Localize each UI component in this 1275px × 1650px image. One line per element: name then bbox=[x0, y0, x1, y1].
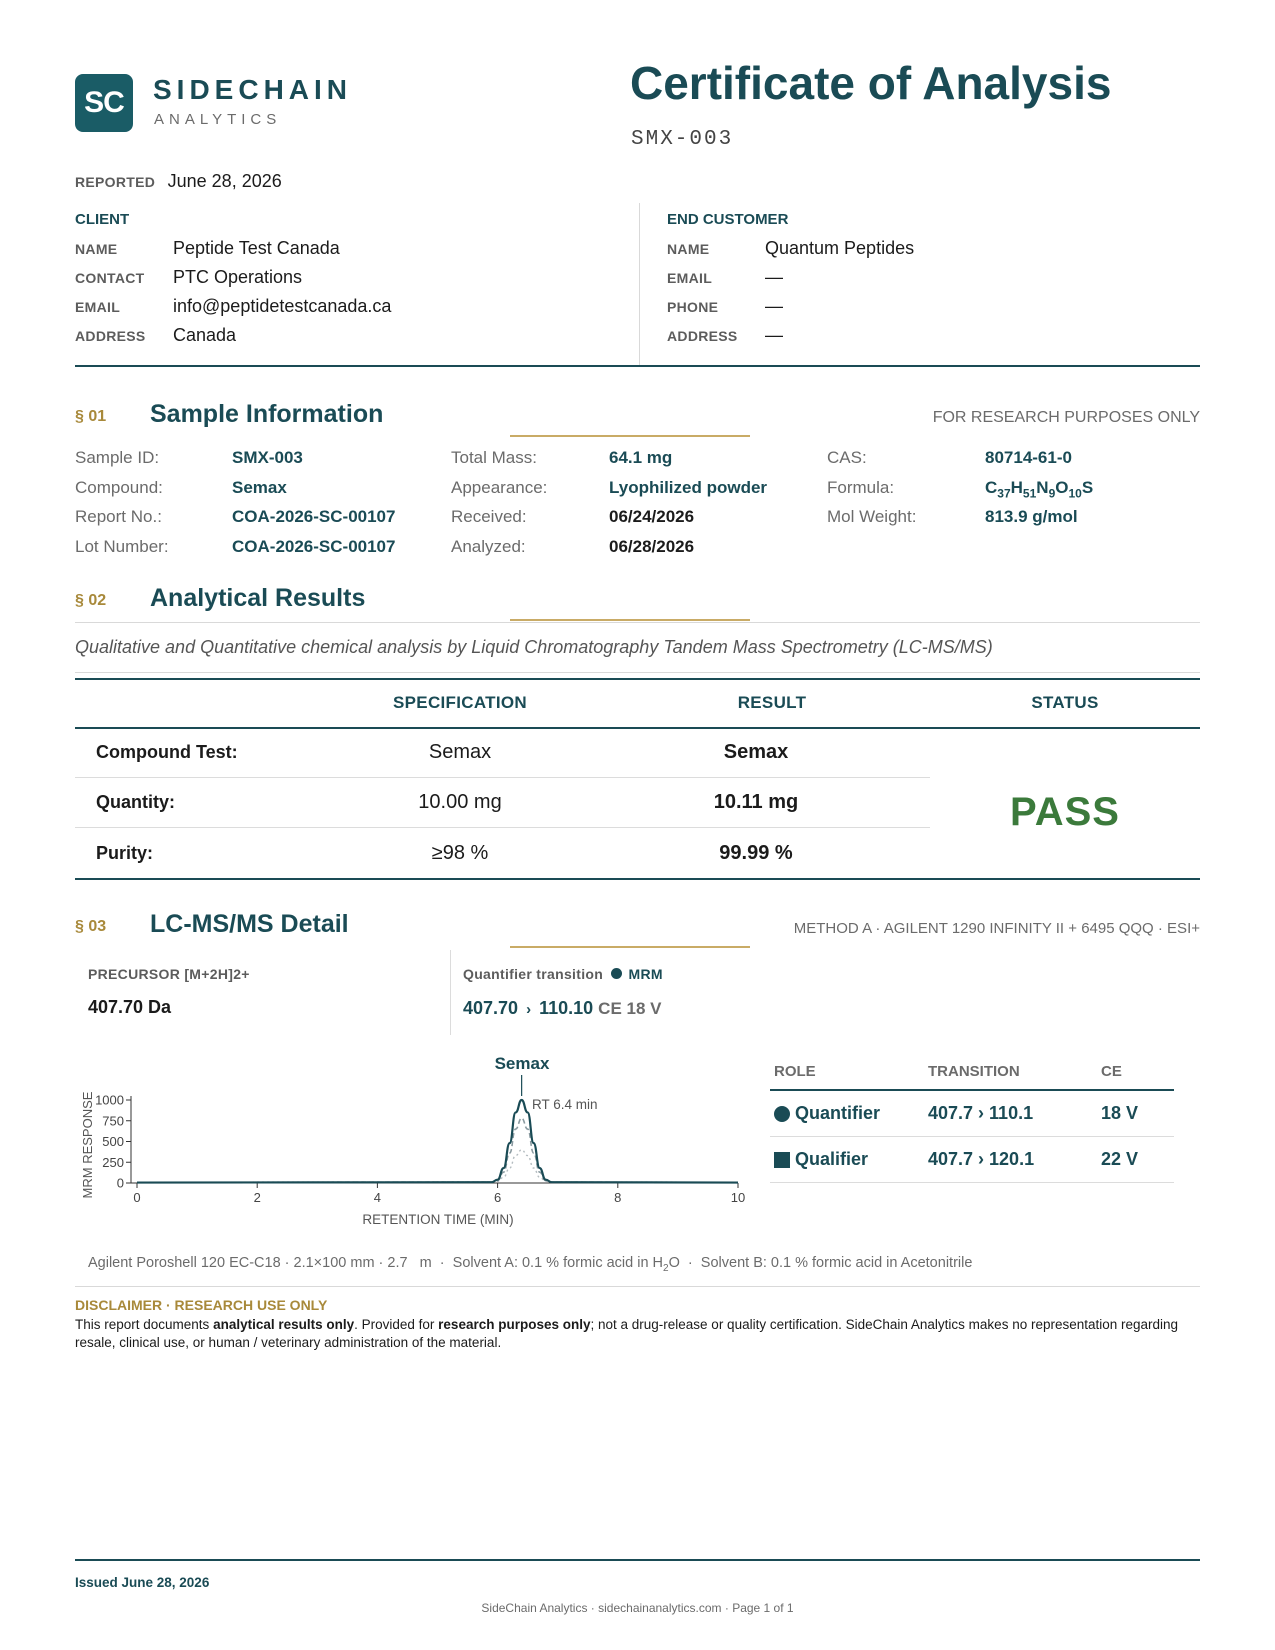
sample-row bbox=[75, 537, 435, 567]
end-customer-row bbox=[667, 267, 1197, 296]
client-value: Peptide Test Canada bbox=[173, 238, 340, 258]
sample-label: Appearance: bbox=[451, 477, 548, 497]
section-title: Sample Information bbox=[150, 400, 384, 428]
disclaimer-b1: analytical results only bbox=[213, 1317, 355, 1332]
method-note: METHOD A · AGILENT 1290 INFINITY II + 6495 QQQ · ESI+ bbox=[793, 920, 1200, 937]
sample-col-3 bbox=[827, 448, 1207, 537]
document-code: SMX-003 bbox=[631, 128, 734, 151]
quantifier-label-row bbox=[463, 966, 663, 982]
footer-rule bbox=[75, 1559, 1200, 1561]
sample-row bbox=[75, 478, 435, 508]
end-customer-row bbox=[667, 325, 1197, 354]
end-customer-value: — bbox=[765, 296, 783, 316]
client-label: CONTACT bbox=[75, 270, 145, 286]
section-number: § 02 bbox=[75, 592, 107, 609]
sample-row bbox=[451, 507, 811, 537]
row-result: 10.11 mg bbox=[713, 791, 799, 813]
sample-label: Lot Number: bbox=[75, 536, 169, 556]
sample-value: 813.9 g/mol bbox=[985, 507, 1078, 526]
end-customer-block bbox=[667, 238, 1197, 354]
sample-value: COA-2026-SC-00107 bbox=[232, 536, 396, 556]
reported-label: REPORTED bbox=[75, 174, 156, 190]
series-line-qualifier bbox=[137, 1118, 738, 1182]
sample-value: 64.1 mg bbox=[609, 448, 673, 467]
transition-cell: 407.7 › 110.1 bbox=[928, 1103, 1034, 1123]
header-result: RESULT bbox=[737, 693, 807, 712]
formula-count: 9 bbox=[1048, 485, 1056, 500]
transition-from: 407.70 bbox=[463, 998, 519, 1018]
precursor-divider bbox=[450, 950, 451, 1035]
sample-row bbox=[75, 507, 435, 537]
sample-label: Report No.: bbox=[75, 507, 162, 526]
section-title: LC-MS/MS Detail bbox=[150, 910, 349, 938]
footer-line: SideChain Analytics · sidechainanalytics.com · Page 1 of 1 bbox=[481, 1601, 794, 1615]
logo-letters: SC bbox=[84, 86, 124, 119]
sample-label: Total Mass: bbox=[451, 448, 537, 467]
series-line-trace bbox=[137, 1150, 738, 1182]
x-tick-label: 0 bbox=[133, 1190, 141, 1205]
table-row bbox=[75, 828, 930, 878]
sample-col-2 bbox=[451, 448, 811, 566]
sample-row bbox=[451, 478, 811, 508]
chart-title: Semax bbox=[494, 1054, 550, 1073]
precursor-value: 407.70 Da bbox=[88, 997, 172, 1017]
disclaimer-b2: research purposes only bbox=[438, 1317, 591, 1332]
sample-label: Formula: bbox=[827, 477, 895, 497]
end-customer-label: PHONE bbox=[667, 299, 719, 315]
sample-label: Analyzed: bbox=[451, 536, 526, 556]
analysis-description: Qualitative and Quantitative chemical analysis by Liquid Chromatography Tandem Mass Spectrometry (LC-MS/MS) bbox=[75, 637, 993, 657]
role-cell bbox=[770, 1149, 928, 1170]
client-label: ADDRESS bbox=[75, 328, 146, 344]
client-label: EMAIL bbox=[75, 299, 121, 315]
section-number: § 03 bbox=[75, 918, 107, 935]
row-label: Quantity: bbox=[96, 792, 175, 812]
row-label: Purity: bbox=[96, 842, 154, 863]
reported-date: June 28, 2026 bbox=[167, 171, 282, 191]
reported-row bbox=[75, 171, 282, 192]
sample-row bbox=[827, 478, 1207, 508]
role-cell bbox=[770, 1103, 928, 1124]
y-tick-label: 750 bbox=[102, 1113, 124, 1129]
sample-row bbox=[827, 507, 1207, 537]
y-tick-label: 250 bbox=[102, 1154, 124, 1170]
formula-value bbox=[985, 478, 1093, 500]
series-line-quantifier bbox=[137, 1100, 738, 1183]
transitions-header bbox=[770, 1053, 1174, 1091]
results-table bbox=[75, 728, 930, 878]
end-customer-label: EMAIL bbox=[667, 270, 713, 286]
table-bottom-rule bbox=[75, 878, 1200, 880]
brand-name: SIDECHAIN bbox=[153, 74, 353, 105]
disclaimer-t2: . Provided for bbox=[354, 1317, 439, 1332]
row-spec: Semax bbox=[428, 741, 492, 763]
disclaimer-text bbox=[75, 1316, 1205, 1352]
research-note: FOR RESEARCH PURPOSES ONLY bbox=[932, 409, 1200, 426]
header-transition: TRANSITION bbox=[928, 1062, 1020, 1080]
sample-value: Lyophilized powder bbox=[609, 477, 768, 497]
y-tick-label: 1000 bbox=[95, 1092, 124, 1108]
disclaimer-t3: ; not a drug-release or quality certification. SideChain Analytics makes no representation regarding resale, clinical use, or human / veterinary administration of the material. bbox=[75, 1317, 1179, 1350]
circle-icon bbox=[611, 968, 622, 979]
section-accent bbox=[510, 435, 750, 437]
table-row bbox=[770, 1137, 1174, 1183]
end-customer-row bbox=[667, 238, 1197, 267]
chart-xlabel: RETENTION TIME (MIN) bbox=[362, 1212, 514, 1227]
end-customer-label: NAME bbox=[667, 241, 710, 257]
x-tick-label: 2 bbox=[253, 1190, 261, 1205]
client-value: PTC Operations bbox=[173, 267, 303, 287]
row-spec: 10.00 mg bbox=[418, 791, 502, 813]
disclaimer-t1: This report documents bbox=[75, 1317, 214, 1332]
quantifier-label: Quantifier transition bbox=[463, 966, 604, 982]
client-block bbox=[75, 238, 615, 354]
x-tick-label: 8 bbox=[614, 1190, 622, 1205]
section-rule bbox=[75, 622, 1200, 623]
sample-row bbox=[451, 537, 811, 567]
sample-label: CAS: bbox=[827, 448, 867, 467]
x-tick-label: 4 bbox=[373, 1190, 382, 1205]
sample-value: 80714-61-0 bbox=[985, 448, 1072, 467]
header-status: STATUS bbox=[1031, 693, 1099, 712]
sample-value: SMX-003 bbox=[232, 448, 303, 467]
chromatogram-chart bbox=[70, 1045, 750, 1235]
formula-element: C bbox=[985, 477, 998, 497]
sample-col-1 bbox=[75, 448, 435, 566]
formula-element: S bbox=[1081, 477, 1094, 497]
quantifier-transition bbox=[463, 998, 661, 1019]
formula-element: H bbox=[1010, 477, 1023, 497]
end-customer-value: — bbox=[765, 325, 783, 345]
section-number: § 01 bbox=[75, 408, 107, 425]
column-note-b: O · Solvent B: 0.1 % formic acid in Acetonitrile bbox=[668, 1255, 973, 1271]
sample-label: Compound: bbox=[75, 477, 163, 497]
client-row bbox=[75, 325, 615, 354]
end-customer-value: Quantum Peptides bbox=[765, 238, 915, 258]
y-tick-label: 0 bbox=[116, 1175, 124, 1191]
client-row bbox=[75, 238, 615, 267]
disclaimer-heading: DISCLAIMER · RESEARCH USE ONLY bbox=[75, 1297, 328, 1313]
column-note-a: Agilent Poroshell 120 EC-C18 · 2.1×100 mm · 2.7 m · Solvent A: 0.1 % formic acid in H bbox=[88, 1255, 664, 1271]
brand-subname: ANALYTICS bbox=[154, 111, 282, 128]
sample-value: 06/24/2026 bbox=[609, 507, 695, 526]
formula-element: O bbox=[1055, 477, 1069, 497]
quantifier-mode: MRM bbox=[628, 966, 663, 982]
table-row bbox=[75, 778, 930, 828]
y-tick-label: 500 bbox=[102, 1134, 124, 1149]
client-heading: CLIENT bbox=[75, 211, 130, 228]
table-row bbox=[770, 1091, 1174, 1137]
status-badge: PASS bbox=[1010, 790, 1120, 834]
sample-value: COA-2026-SC-00107 bbox=[232, 507, 396, 526]
sample-row bbox=[451, 448, 811, 478]
column-note-sub: 2 bbox=[663, 1262, 669, 1274]
x-tick-label: 10 bbox=[730, 1190, 746, 1205]
client-label: NAME bbox=[75, 241, 118, 257]
transitions-table bbox=[770, 1053, 1174, 1183]
ce-cell: 18 V bbox=[1101, 1103, 1139, 1123]
table-row bbox=[75, 728, 930, 778]
section-title: Analytical Results bbox=[150, 584, 366, 612]
row-label: Compound Test: bbox=[96, 742, 238, 762]
chart-annotation: RT 6.4 min bbox=[532, 1097, 598, 1112]
sample-value: Semax bbox=[232, 477, 287, 497]
header-ce: CE bbox=[1101, 1062, 1122, 1080]
formula-element: N bbox=[1036, 477, 1049, 497]
end-customer-label: ADDRESS bbox=[667, 328, 738, 344]
chart-ylabel: MRM RESPONSE bbox=[80, 1091, 95, 1199]
client-value: Canada bbox=[173, 325, 237, 345]
row-result: Semax bbox=[723, 741, 789, 763]
sample-row bbox=[827, 448, 1207, 478]
section-accent bbox=[510, 619, 750, 621]
transition-ce: CE 18 V bbox=[598, 999, 662, 1018]
ce-cell: 22 V bbox=[1101, 1149, 1139, 1169]
header-specification: SPECIFICATION bbox=[393, 693, 527, 712]
circle-icon bbox=[774, 1106, 790, 1122]
role-label: Quantifier bbox=[795, 1103, 881, 1123]
table-top-rule bbox=[75, 678, 1200, 680]
formula-count: 51 bbox=[1022, 485, 1037, 500]
section-accent bbox=[510, 946, 750, 948]
precursor-label: PRECURSOR [M+2H]2+ bbox=[88, 966, 250, 982]
sample-value: 06/28/2026 bbox=[609, 536, 695, 556]
column-divider bbox=[639, 203, 640, 365]
transition-cell: 407.7 › 120.1 bbox=[928, 1149, 1035, 1169]
logo-mark bbox=[75, 74, 133, 132]
sample-label: Mol Weight: bbox=[827, 507, 917, 526]
row-result: 99.99 % bbox=[719, 841, 793, 864]
transition-to: 110.10 bbox=[539, 998, 594, 1018]
issued-date: Issued June 28, 2026 bbox=[75, 1575, 210, 1590]
disclaimer-rule bbox=[75, 1286, 1200, 1287]
sample-row bbox=[75, 448, 435, 478]
formula-count: 37 bbox=[997, 485, 1011, 500]
section-rule bbox=[75, 672, 1200, 673]
end-customer-value: — bbox=[765, 267, 783, 287]
x-tick-label: 6 bbox=[493, 1190, 502, 1205]
square-icon bbox=[774, 1152, 790, 1168]
client-value: info@peptidetestcanada.ca bbox=[173, 296, 392, 316]
row-spec: ≥98 % bbox=[431, 841, 489, 864]
column-conditions bbox=[88, 1255, 972, 1274]
client-row bbox=[75, 296, 615, 325]
transition-arrow: › bbox=[526, 1001, 532, 1018]
header-role: ROLE bbox=[774, 1062, 816, 1080]
sample-label: Sample ID: bbox=[75, 448, 160, 467]
sample-label: Received: bbox=[451, 507, 527, 526]
end-customer-heading: END CUSTOMER bbox=[667, 211, 789, 228]
formula-count: 10 bbox=[1068, 485, 1082, 500]
end-customer-row bbox=[667, 296, 1197, 325]
page-title: Certificate of Analysis bbox=[630, 57, 1112, 109]
header-rule bbox=[75, 365, 1200, 367]
role-label: Qualifier bbox=[795, 1149, 869, 1169]
client-row bbox=[75, 267, 615, 296]
